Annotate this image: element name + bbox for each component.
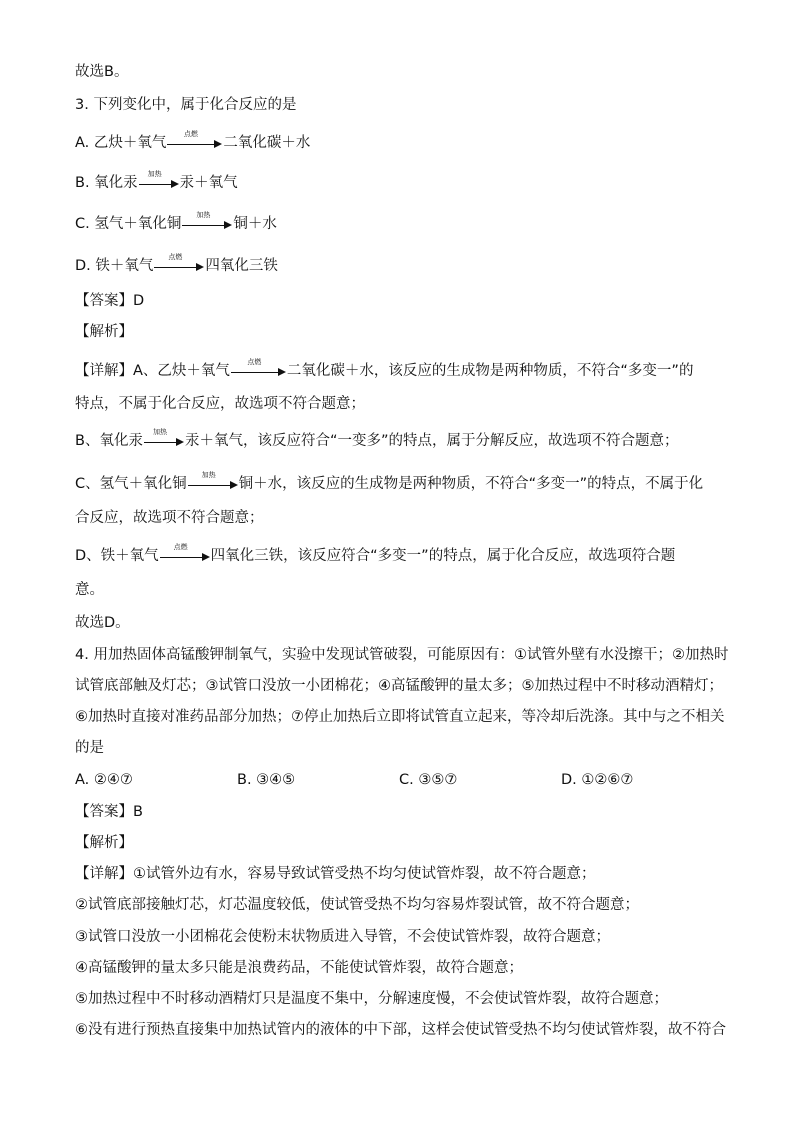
detail-text: C、氢气＋氧化铜 (75, 476, 187, 492)
q3-detail-b (75, 428, 679, 451)
reaction-condition: 加热 (201, 471, 216, 479)
q3-option-d (75, 253, 278, 276)
reaction-arrow (188, 471, 238, 493)
q3-detail-c (75, 471, 704, 494)
reaction-condition: 加热 (147, 170, 162, 178)
reaction-arrow (139, 170, 179, 192)
q3-option-a (75, 130, 311, 153)
option-label: C. (75, 216, 90, 232)
q3-stem: 3. 下列变化中，属于化合反应的是 (75, 97, 297, 113)
reaction-condition: 点燃 (183, 130, 198, 138)
q4-detail-6: ⑥没有进行预热直接集中加热试管内的液体的中下部，这样会使试管受热不均匀使试管炸裂，故不符合 (75, 1022, 726, 1038)
q4-detail-2: ②试管底部接触灯芯，灯芯温度较低，使试管受热不均匀容易炸裂试管，故不符合题意； (75, 897, 639, 913)
q4-option-c: C. ③⑤⑦ (399, 772, 458, 788)
reaction-arrow (154, 253, 204, 275)
equation-reactants: 氧化汞 (94, 175, 138, 191)
option-label: A. (75, 135, 90, 151)
reaction-arrow (167, 130, 222, 152)
q4-detail-4: ④高锰酸钾的量太多只能是浪费药品，不能使试管炸裂，故符合题意； (75, 960, 523, 976)
q3-option-b (75, 170, 238, 193)
equation-reactants: 氢气＋氧化铜 (94, 216, 182, 232)
detail-text: D、铁＋氧气 (75, 548, 159, 564)
reaction-arrow (144, 428, 184, 450)
reaction-arrow (182, 211, 232, 233)
detail-text: 铜＋水，该反应的生成物是两种物质，不符合“多变一”的特点，不属于化 (238, 476, 704, 492)
reaction-arrow (231, 358, 286, 380)
q3-answer: 【答案】D (75, 293, 145, 309)
q3-analysis-title: 【解析】 (75, 324, 133, 340)
q3-conclusion: 故选D。 (75, 615, 130, 631)
q3-detail-a (75, 358, 694, 381)
q4-answer: 【答案】B (75, 804, 143, 820)
reaction-arrow (160, 543, 210, 565)
q2-conclusion: 故选B。 (75, 64, 129, 80)
equation-products: 铜＋水 (233, 216, 277, 232)
q4-detail-3: ③试管口没放一小团棉花会使粉末状物质进入导管，不会使试管炸裂，故符合题意； (75, 929, 610, 945)
q4-stem-line1: 4. 用加热固体高锰酸钾制氧气，实验中发现试管破裂，可能原因有：①试管外壁有水没擦干；②加热时 (75, 647, 729, 663)
equation-products: 汞＋氧气 (179, 175, 238, 191)
q4-option-a: A. ②④⑦ (75, 772, 133, 788)
equation-products: 二氧化碳＋水 (223, 135, 311, 151)
q3-detail-d-line2: 意。 (75, 582, 104, 598)
q4-detail-5: ⑤加热过程中不时移动酒精灯只是温度不集中，分解速度慢，不会使试管炸裂，故符合题意； (75, 991, 668, 1007)
detail-text: 汞＋氧气，该反应符合“一变多”的特点，属于分解反应，故选项不符合题意； (184, 433, 679, 449)
equation-products: 四氧化三铁 (205, 258, 278, 274)
q4-stem-line4: 的是 (75, 740, 104, 756)
detail-text: B、氧化汞 (75, 433, 143, 449)
reaction-condition: 点燃 (173, 543, 188, 551)
q3-detail-c-line2: 合反应，故选项不符合题意； (75, 510, 264, 526)
detail-text: 【详解】A、乙炔＋氧气 (75, 363, 230, 379)
reaction-condition: 加热 (196, 211, 211, 219)
reaction-condition: 点燃 (168, 253, 183, 261)
q4-analysis-title: 【解析】 (75, 835, 133, 851)
q4-detail-1: 【详解】①试管外边有水，容易导致试管受热不均匀使试管炸裂，故不符合题意； (75, 866, 596, 882)
q3-detail-d (75, 543, 676, 566)
q3-detail-a-line2: 特点，不属于化合反应，故选项不符合题意； (75, 396, 365, 412)
option-label: B. (75, 175, 90, 191)
option-label: D. (75, 258, 91, 274)
reaction-condition: 加热 (152, 428, 167, 436)
equation-reactants: 铁＋氧气 (95, 258, 154, 274)
q4-stem-line2: 试管底部触及灯芯；③试管口没放一小团棉花；④高锰酸钾的量太多；⑤加热过程中不时移动酒精灯； (75, 678, 723, 694)
q4-option-d: D. ①②⑥⑦ (561, 772, 634, 788)
detail-text: 四氧化三铁，该反应符合“多变一”的特点，属于化合反应，故选项符合题 (210, 548, 676, 564)
q4-stem-line3: ⑥加热时直接对准药品部分加热；⑦停止加热后立即将试管直立起来，等冷却后洗涤。其中与之不相关 (75, 709, 725, 725)
q3-option-c (75, 211, 277, 234)
reaction-condition: 点燃 (247, 358, 262, 366)
equation-reactants: 乙炔＋氧气 (93, 135, 167, 151)
q4-option-b: B. ③④⑤ (237, 772, 296, 788)
detail-text: 二氧化碳＋水，该反应的生成物是两种物质，不符合“多变一”的 (286, 363, 694, 379)
